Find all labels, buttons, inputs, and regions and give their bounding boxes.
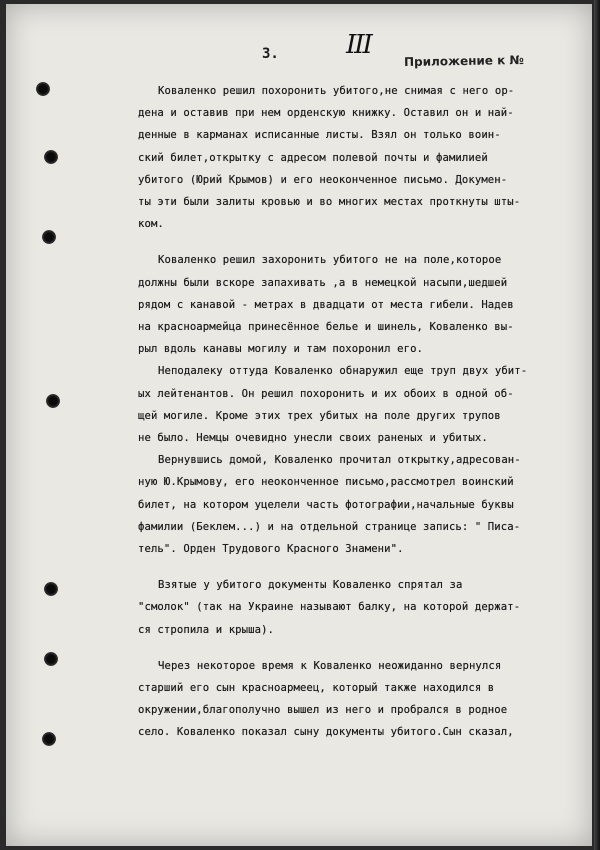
text-line: не было. Немцы очевидно унесли своих раненых и убитых.	[138, 432, 488, 445]
text-line: ты эти были залиты кровью и во многих местах проткнуты шты-	[138, 196, 521, 209]
page-number: 3.	[262, 46, 279, 62]
paragraph	[138, 360, 568, 449]
punch-hole	[44, 652, 58, 666]
text-line: билет, на котором уцелели часть фотографии,начальные буквы	[138, 498, 514, 511]
paragraph	[138, 80, 568, 235]
text-line: ых лейтенантов. Он решил похоронить и их обоих в одной об-	[138, 387, 514, 400]
punch-hole	[46, 394, 60, 408]
punch-hole	[42, 230, 56, 244]
text-line: убитого (Юрий Крымов) и его неоконченное письмо. Докумен-	[138, 173, 508, 186]
text-line: ся стропила и крыша).	[138, 623, 275, 636]
punch-hole	[36, 82, 50, 96]
text-line: Вернувшись домой, Коваленко прочитал открытку,адресован-	[158, 454, 521, 467]
document-body	[138, 80, 568, 744]
text-line: село. Коваленко показал сыну документы убитого.Сын сказал,	[138, 726, 514, 739]
text-line: рыл вдоль канавы могилу и там похоронил его.	[138, 343, 424, 356]
text-line: Взятые у убитого документы Коваленко спрятал за	[158, 579, 463, 592]
attachment-stamp: Приложение к №	[403, 52, 525, 70]
text-line: денные в карманах исписанные листы. Взял он только воин-	[138, 129, 501, 142]
text-line: Неподалеку оттуда Коваленко обнаружил еще труп двух убит-	[158, 365, 528, 378]
text-line: Коваленко решил похоронить убитого,не снимая с него ор-	[158, 85, 515, 97]
paragraph	[138, 249, 568, 360]
punch-hole	[42, 732, 56, 746]
punch-hole	[44, 150, 58, 164]
text-line: окружении,благополучно вышел из него и пробрался в родное	[138, 704, 508, 717]
punch-hole	[44, 582, 58, 596]
text-line: ский билет,открытку с адресом полевой почты и фамилией	[138, 151, 488, 164]
text-line: тель". Орден Трудового Красного Знамени".	[138, 543, 404, 556]
text-line: рядом с канавой - метрах в двадцати от места гибели. Надев	[138, 298, 514, 311]
text-line: Коваленко решил захоронить убитого не на поле,которое	[158, 254, 502, 267]
text-line: "смолок" (так на Украине называют балку, на которой держат-	[138, 601, 521, 614]
text-line: должны были вскоре запахивать ,а в немецкой насыпи,шедшей	[138, 276, 508, 289]
text-line: на красноармейца принесённое белье и шинель, Коваленко вы-	[138, 321, 514, 334]
text-line: ную Ю.Крымову, его неоконченное письмо,рассмотрел воинский	[138, 476, 514, 489]
handwritten-mark: III	[346, 30, 371, 60]
text-line: старший его сын красноармеец, который также находился в	[138, 682, 495, 695]
text-line: Через некоторое время к Коваленко неожиданно вернулся	[158, 659, 502, 672]
text-line: ком.	[138, 218, 164, 231]
text-line: фамилии (Беклем...) и на отдельной странице запись: " Писа-	[138, 520, 521, 533]
text-line: щей могиле. Кроме этих трех убитых на поле других трупов	[138, 409, 501, 422]
paragraph	[138, 655, 568, 744]
text-line: дена и оставив при нем орденскую книжку. Оставил он и най-	[138, 107, 514, 120]
paragraph	[138, 574, 568, 641]
paragraph	[138, 449, 568, 560]
document-page	[6, 4, 592, 846]
scan-edge	[594, 0, 600, 850]
